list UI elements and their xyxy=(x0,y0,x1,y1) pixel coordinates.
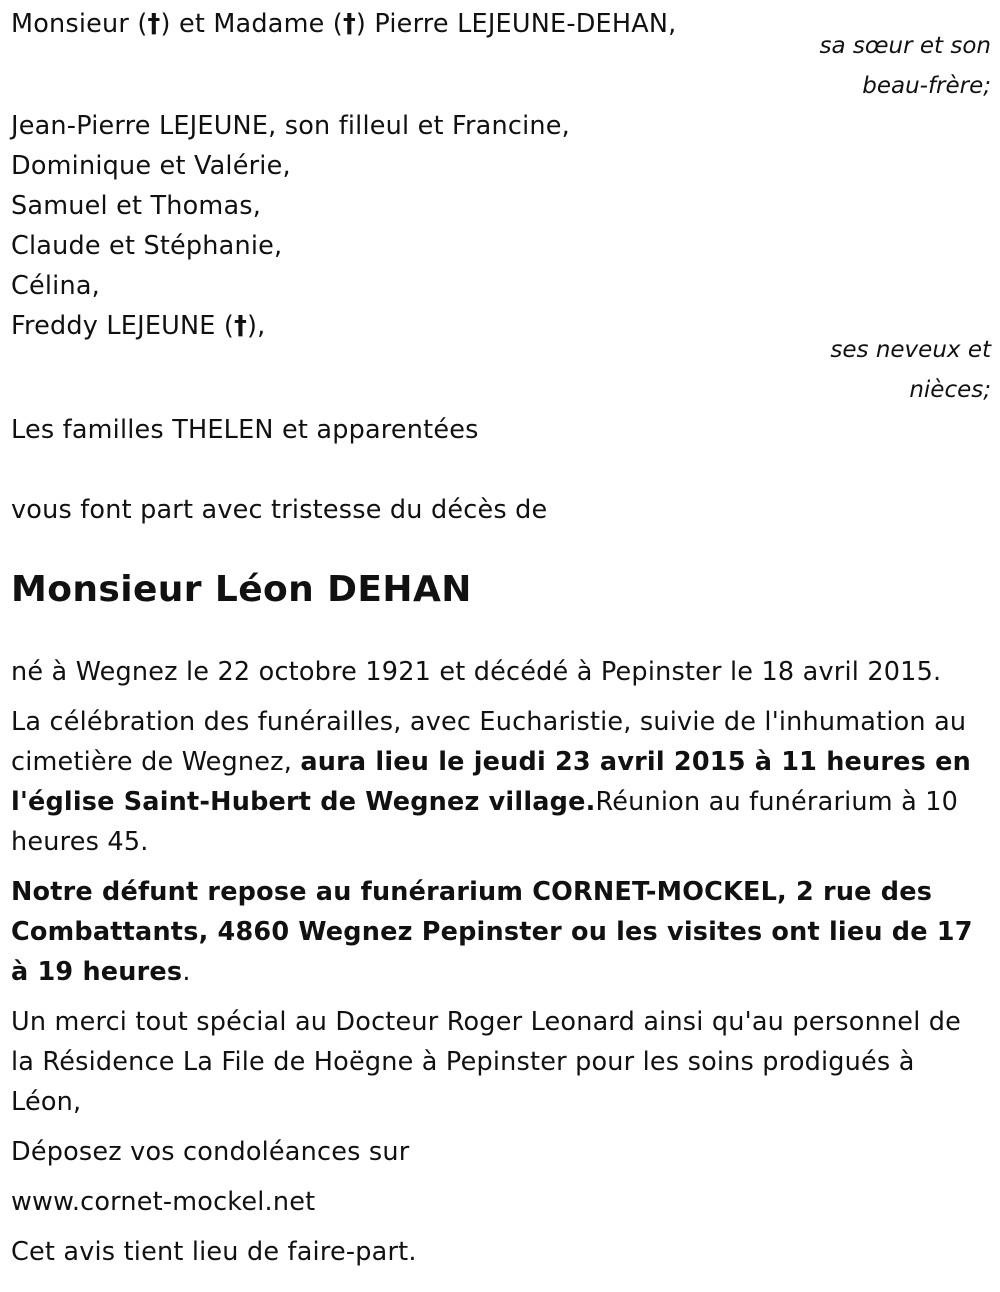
birth-death: né à Wegnez le 22 octobre 1921 et décédé à Pepinster le 18 avril 2015. xyxy=(11,657,942,687)
ceremony-reception: Réunion au funérarium à 10 heures 45. xyxy=(11,787,959,857)
nephew-line: Dominique et Valérie, xyxy=(11,151,291,181)
ceremony-intro: La célébration des funérailles, avec Eucharistie, suivie de l'inhumation au cimetière de Wegnez, xyxy=(11,707,967,777)
nephew-line: Claude et Stéphanie, xyxy=(11,231,283,261)
freddy-text-1: Freddy LEJEUNE ( xyxy=(11,311,235,341)
announcement: vous font part avec tristesse du décès de xyxy=(11,495,548,525)
ceremony-details: aura lieu le jeudi 23 avril 2015 à 11 heures en l'église Saint-Hubert de Wegnez village. xyxy=(11,747,971,817)
parents-text-1: Monsieur ( xyxy=(11,9,148,39)
deceased-name: Monsieur Léon DEHAN xyxy=(11,569,472,610)
visitation-end: . xyxy=(182,957,191,987)
condolences-text: Déposez vos condoléances sur xyxy=(11,1137,410,1167)
nephew-line: Samuel et Thomas, xyxy=(11,191,262,221)
notice-text: Cet avis tient lieu de faire-part. xyxy=(11,1237,417,1267)
nephews-relation-line-2: nièces; xyxy=(909,377,991,403)
ceremony-paragraph xyxy=(11,702,991,862)
website-link[interactable]: www.cornet-mockel.net xyxy=(11,1187,316,1217)
nephew-line: Jean-Pierre LEJEUNE, son filleul et Francine, xyxy=(11,111,570,141)
freddy-text-2: ), xyxy=(247,311,266,341)
nephew-line: Célina, xyxy=(11,271,100,301)
cross-icon: † xyxy=(147,9,161,39)
thanks-paragraph: Un merci tout spécial au Docteur Roger Leonard ainsi qu'au personnel de la Résidence La File de Hoëgne à Pepinster pour les soins prodigués à Léon, xyxy=(11,1007,962,1117)
parents-relation-line-1: sa sœur et son xyxy=(819,33,991,59)
cross-icon: † xyxy=(342,9,356,39)
parents-text-2: ) et Madame ( xyxy=(160,9,343,39)
cross-icon: † xyxy=(234,311,248,341)
visitation-details: Notre défunt repose au funérarium CORNET-MOCKEL, 2 rue des Combattants, 4860 Wegnez Pepinster ou les visites ont lieu de 17 à 19 heures xyxy=(11,877,973,987)
visitation-paragraph xyxy=(11,872,991,992)
obituary-notice xyxy=(11,4,991,1272)
parents-relation-line-2: beau-frère; xyxy=(862,73,991,99)
nephews-relation-line-1: ses neveux et xyxy=(830,337,991,363)
other-families: Les familles THELEN et apparentées xyxy=(11,415,479,445)
parents-text-3: ) Pierre LEJEUNE-DEHAN, xyxy=(355,9,677,39)
